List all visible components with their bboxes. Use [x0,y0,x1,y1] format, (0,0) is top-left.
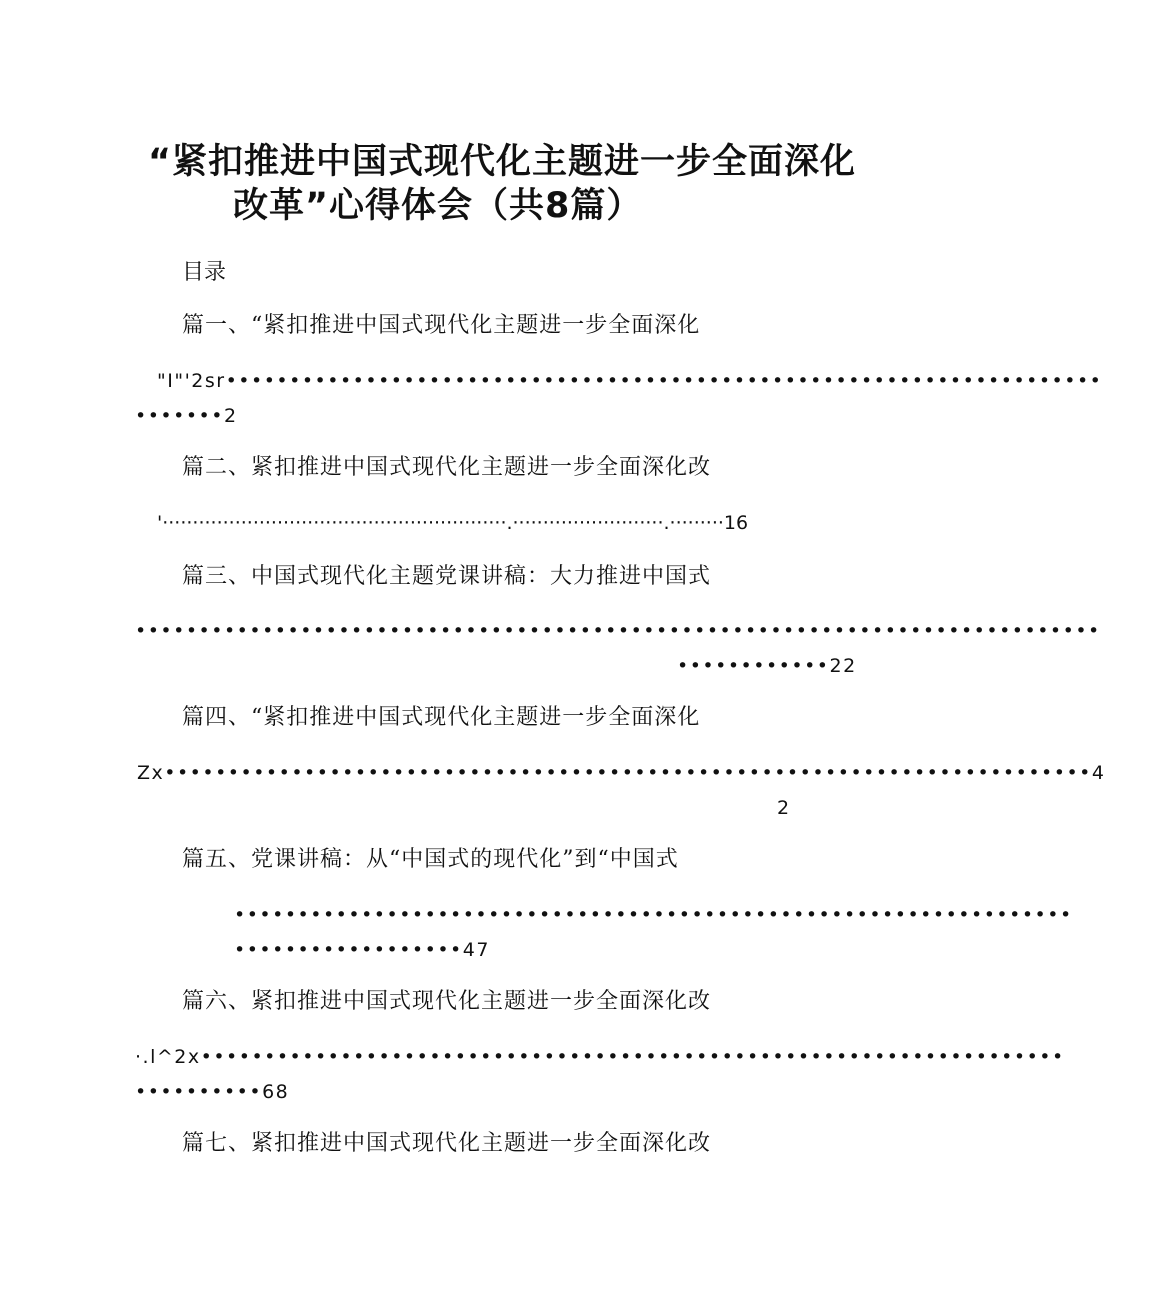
document-title-line-1: “紧扣推进中国式现代化主题进一步全面深化 [148,142,857,182]
toc-label: 目录 [182,260,227,285]
toc-entry-3-page: ••••••••••••22 [677,655,857,677]
toc-entry-7-heading: 篇七、紧扣推进中国式现代化主题进一步全面深化改 [182,1131,712,1156]
toc-entry-4-page: 2 [777,797,791,819]
toc-entry-6-leader: ·.l^2x•••••••••••••••••••••••••••••••••••••••••••••••••••••••••••••••••••• [135,1046,1065,1068]
toc-entry-3-leader: •••••••••••••••••••••••••••••••••••••••••••••••••••••••••••••••••••••••••••• [135,620,1101,642]
toc-entry-5-page: ••••••••••••••••••47 [234,939,490,961]
toc-entry-2-page: '·························································.·························.·········16 [157,512,749,534]
toc-entry-1-heading: 篇一、“紧扣推进中国式现代化主题进一步全面深化 [182,313,701,338]
toc-entry-3-heading: 篇三、中国式现代化主题党课讲稿：大力推进中国式 [182,564,712,589]
toc-entry-1-page: •••••••2 [135,405,238,427]
toc-entry-5-heading: 篇五、党课讲稿：从“中国式的现代化”到“中国式 [182,847,679,872]
toc-entry-6-page: ••••••••••68 [135,1081,290,1103]
toc-entry-5-leader: •••••••••••••••••••••••••••••••••••••••••••••••••••••••••••••••••• [234,904,1073,926]
toc-entry-6-heading: 篇六、紧扣推进中国式现代化主题进一步全面深化改 [182,989,712,1014]
toc-entry-2-heading: 篇二、紧扣推进中国式现代化主题进一步全面深化改 [182,455,712,480]
toc-entry-4-leader: Zx•••••••••••••••••••••••••••••••••••••••••••••••••••••••••••••••••••••••••4 [137,762,1106,784]
document-title-line-2: 改革”心得体会（共8篇） [233,186,643,226]
toc-entry-1-leader: "I"'2sr••••••••••••••••••••••••••••••••••••••••••••••••••••••••••••••••••••• [157,370,1103,392]
toc-entry-4-heading: 篇四、“紧扣推进中国式现代化主题进一步全面深化 [182,705,701,730]
